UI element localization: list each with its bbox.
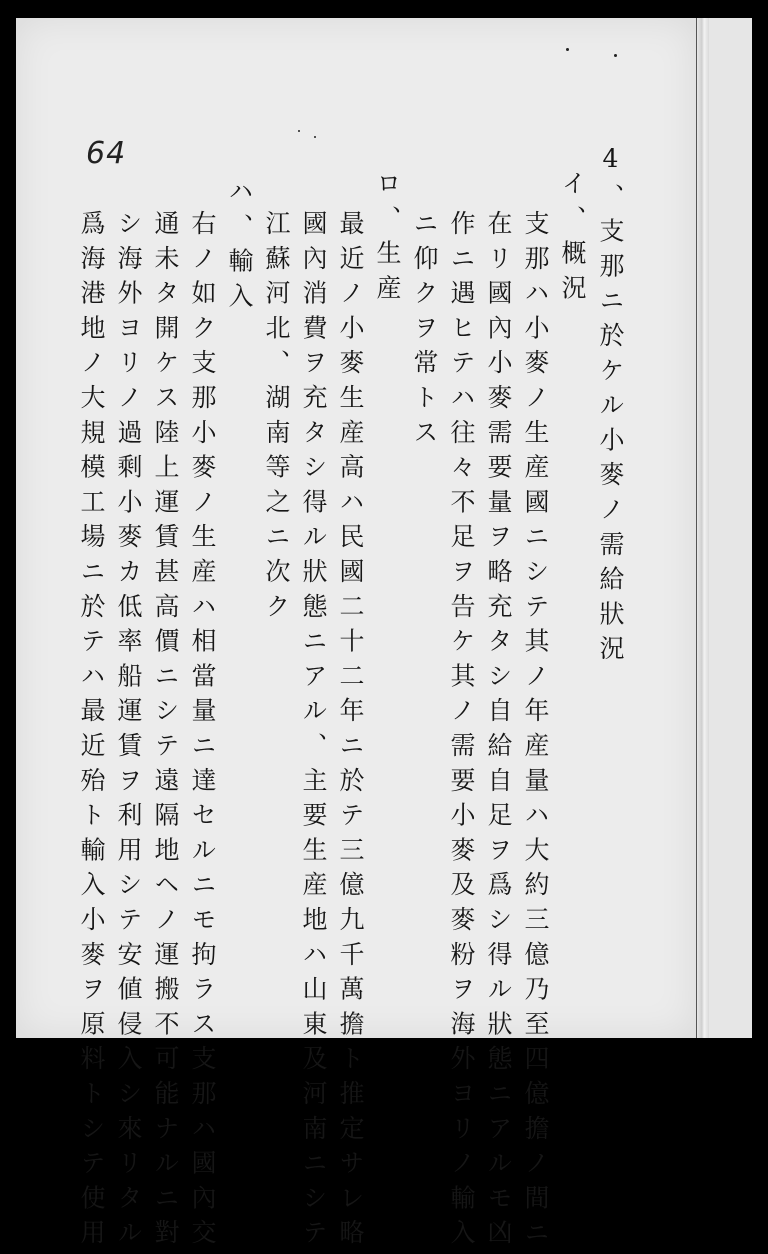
scan-speck <box>566 48 569 51</box>
text-column: 支那ハ小麥ノ生産國ニシテ其ノ年産量ハ大約三億乃至四億擔ノ間ニ <box>521 210 550 1254</box>
section-title: 4、支那ニ於ケル小麥ノ需給狀況 <box>596 144 625 670</box>
scan-speck <box>614 54 617 57</box>
text-column: 最近ノ小麥生産高ハ民國二十二年ニ於テ三億九千萬擔ト推定サレ略 <box>336 210 365 1254</box>
page-number: 64 <box>86 136 127 171</box>
text-column: 國內消費ヲ充タシ得ル狀態ニアル、主要生産地ハ山東及河南ニシテ <box>299 210 328 1254</box>
text-column: 作ニ遇ヒテハ往々不足ヲ告ケ其ノ需要小麥及麥粉ヲ海外ヨリノ輸入 <box>447 210 476 1254</box>
text-column: 右ノ如ク支那小麥ノ生産ハ相當量ニ達セルニモ拘ラス支那ハ國內交 <box>188 210 217 1254</box>
adjacent-page-margin <box>709 18 752 1038</box>
text-column: シ海外ヨリノ過剩小麥カ低率船運賃ヲ利用シテ安値侵入シ來リタル <box>114 210 143 1254</box>
subsection-heading: ハ、輸入 <box>225 178 254 318</box>
text-column: 爲海港地ノ大規模工場ニ於テハ最近殆ト輸入小麥ヲ原料トシテ使用 <box>77 210 106 1254</box>
scan-speck <box>314 136 316 138</box>
page-edge <box>696 18 710 1038</box>
text-column: 江蘇河北、湖南等之ニ次ク <box>262 210 291 628</box>
scan-speck <box>298 130 300 132</box>
document-page <box>16 18 696 1254</box>
subsection-heading: イ、概況 <box>558 170 587 310</box>
text-column: ニ仰クヲ常トス <box>410 210 439 454</box>
subsection-heading: ロ、生産 <box>373 170 402 310</box>
text-column: 在リ國內小麥需要量ヲ略充タシ自給自足ヲ爲シ得ル狀態ニアルモ凶 <box>484 210 513 1254</box>
text-column: 通未タ開ケス陸上運賃甚高價ニシテ遠隔地ヘノ運搬不可能ナルニ對 <box>151 210 180 1254</box>
scanned-document <box>16 18 752 1254</box>
